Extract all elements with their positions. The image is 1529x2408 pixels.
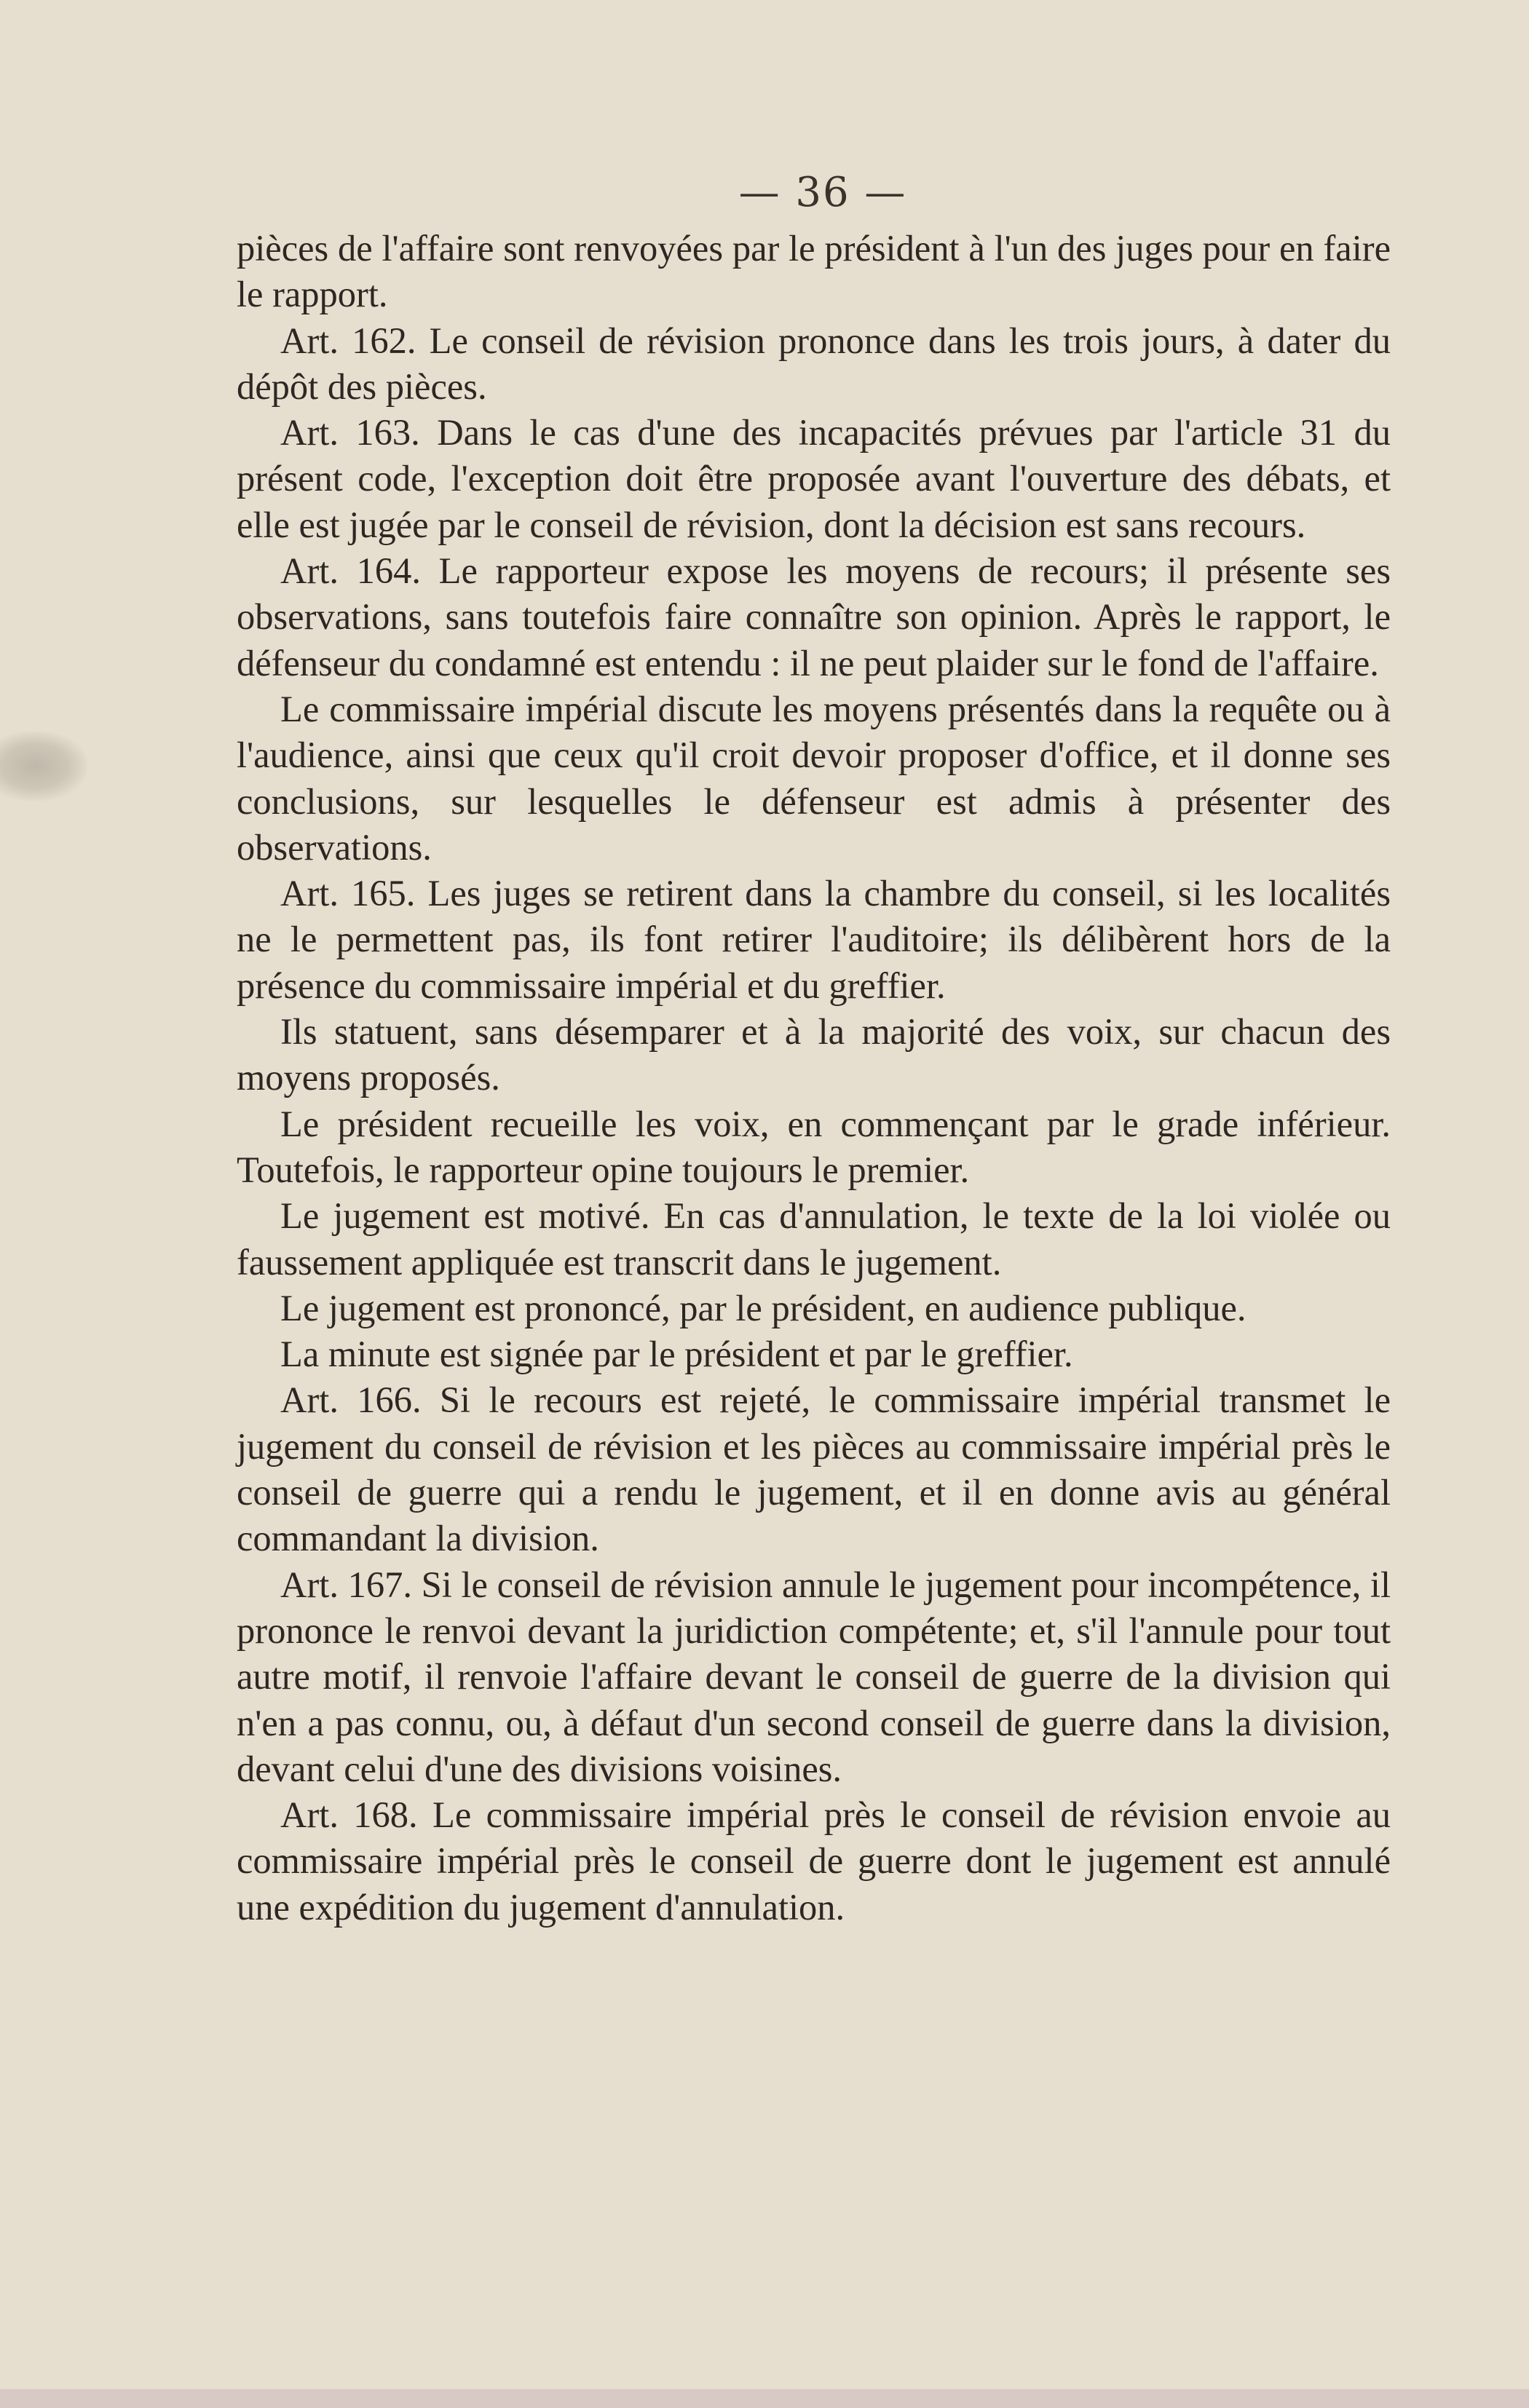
paragraph-continuation: pièces de l'affaire sont renvoyées par le président à l'un des juges pour en faire le rapport. — [237, 228, 1391, 315]
paragraph-art-162: Art. 162. Le conseil de révision prononce dans les trois jours, à dater du dépôt des pièces. — [237, 320, 1391, 407]
paragraph-president-voix: Le président recueille les voix, en commençant par le grade inférieur. Toutefois, le rapporteur opine toujours le premier. — [237, 1103, 1391, 1190]
paragraph-statuent: Ils statuent, sans désemparer et à la majorité des voix, sur chacun des moyens proposés. — [237, 1011, 1391, 1098]
body-text — [237, 226, 1391, 1930]
page-number: — 36 — — [738, 169, 907, 216]
paragraph-jugement-motive: Le jugement est motivé. En cas d'annulation, le texte de la loi violée ou faussement appliquée est transcrit dans le jugement. — [237, 1195, 1391, 1283]
page-bottom-edge — [0, 2389, 1529, 2408]
paragraph-art-167: Art. 167. Si le conseil de révision annule le jugement pour incompétence, il prononce le renvoi devant la juridiction compétente; et, s'il l'annule pour tout autre motif, il renvoie l'affaire devant le conseil de guerre de la division qui n'en a pas connu, ou, à défaut d'un second conseil de guerre dans la division, devant celui d'une des divisions voisines. — [237, 1564, 1391, 1789]
paragraph-minute: La minute est signée par le président et par le greffier. — [280, 1334, 1073, 1375]
paragraph-art-168: Art. 168. Le commissaire impérial près le conseil de révision envoie au commissaire impérial près le conseil de guerre dont le jugement est annulé une expédition du jugement d'annulation. — [237, 1794, 1391, 1928]
paragraph-art-163: Art. 163. Dans le cas d'une des incapacités prévues par l'article 31 du présent code, l'exception doit être proposée avant l'ouverture des débats, et elle est jugée par le conseil de révision, dont la décision est sans recours. — [237, 412, 1391, 545]
paragraph-art-166: Art. 166. Si le recours est rejeté, le commissaire impérial transmet le jugement du conseil de révision et les pièces au commissaire impérial près le conseil de guerre qui a rendu le jugement, et il en donne avis au général commandant la division. — [237, 1379, 1391, 1559]
paragraph-art-165: Art. 165. Les juges se retirent dans la chambre du conseil, si les localités ne le permettent pas, ils font retirer l'auditoire; ils délibèrent hors de la présence du commissaire impérial et du greffier. — [237, 873, 1391, 1006]
binding-stain — [0, 732, 87, 801]
paragraph-commissaire: Le commissaire impérial discute les moyens présentés dans la requête ou à l'audience, ainsi que ceux qu'il croit devoir proposer d'office, et il donne ses conclusions, sur lesquelles le défenseur est admis à présenter des observations. — [237, 688, 1391, 868]
paragraph-art-164: Art. 164. Le rapporteur expose les moyens de recours; il présente ses observations, sans toutefois faire connaître son opinion. Après le rapport, le défenseur du condamné est entendu : il ne peut plaider sur le fond de l'affaire. — [237, 550, 1391, 684]
paragraph-jugement-prononce: Le jugement est prononcé, par le président, en audience publique. — [280, 1287, 1246, 1328]
